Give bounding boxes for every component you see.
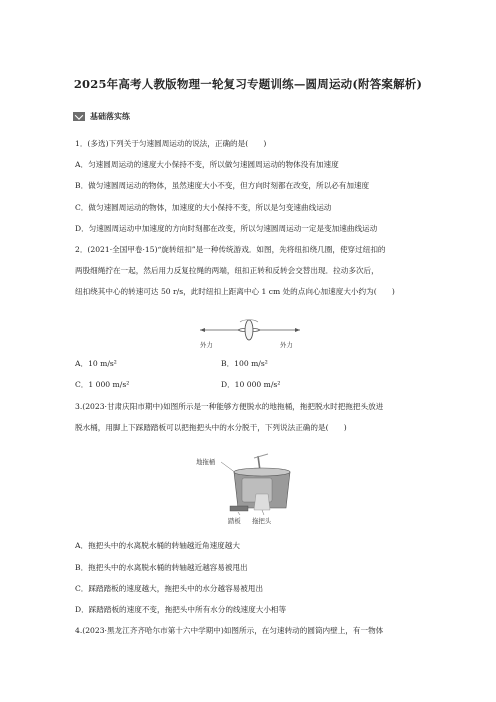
q2-line-3: 纽扣绕其中心的转速可达 50 r/s，此时纽扣上距离中心 1 cm 处的点向心加速度大小约为( ) — [75, 287, 395, 296]
q2-option-a: A．10 m/s² — [75, 359, 117, 368]
figure-label-right: 外力 — [280, 341, 293, 349]
q3-option-a: A．拖把头中的水离脱水桶的转轴越近角速度越大 — [75, 541, 240, 550]
q1-option-c: C．做匀速圆周运动的物体，加速度的大小保持不变，所以是匀变速曲线运动 — [75, 203, 332, 212]
q2-option-c: C．1 000 m/s² — [75, 380, 130, 389]
section-heading — [73, 111, 130, 122]
q1-option-a: A．匀速圆周运动的速度大小保持不变，所以做匀速圆周运动的物体没有加速度 — [75, 160, 339, 169]
figure-label-left: 外力 — [200, 341, 213, 349]
figure-label-pedal: 踏板 — [228, 517, 241, 525]
figure-label-mop-head: 拖把头 — [252, 517, 272, 525]
q3-line-2: 脱水桶，用脚上下踩踏踏板可以把拖把头中的水分脱干，下列说法正确的是( ) — [75, 423, 347, 432]
mop-bucket-figure — [194, 452, 304, 526]
q4-line-1: 4.(2023·黑龙江齐齐哈尔市第十六中学期中)如图所示，在匀速转动的圆筒内壁上，有一物体 — [75, 626, 384, 635]
q2-line-1: 2．(2021·全国甲卷·15)“旋转纽扣”是一种传统游戏．如图，先将纽扣绕几圈，使穿过纽扣的 — [75, 245, 386, 254]
q3-option-b: B．拖把头中的水离脱水桶的转轴越近越容易被甩出 — [75, 563, 248, 572]
q1-option-b: B．做匀速圆周运动的物体，虽然速度大小不变，但方向时刻都在改变，所以必有加速度 — [75, 181, 370, 190]
q3-line-1: 3.(2023·甘肃庆阳市期中)如图所示是一种能够方便脱水的地拖桶，拖把脱水时把拖把头放进 — [75, 402, 384, 411]
q3-option-d: D．踩踏踏板的速度不变，拖把头中所有水分的线速度大小相等 — [75, 605, 287, 614]
q3-option-c: C．踩踏踏板的速度越大，拖把头中的水分越容易被甩出 — [75, 584, 264, 593]
q1-option-d: D．匀速圆周运动中加速度的方向时刻都在改变，所以匀速圆周运动一定是变加速曲线运动 — [75, 224, 378, 233]
button-spin-figure — [196, 318, 306, 352]
q1-stem: 1．(多选)下列关于匀速圆周运动的说法，正确的是( ) — [75, 139, 267, 148]
q2-line-2: 两股细绳拧在一起，然后用力反复拉绳的两端，纽扣正转和反转会交替出现．拉动多次后， — [75, 266, 379, 275]
figure-label-bucket: 地拖桶 — [196, 458, 216, 466]
check-icon — [73, 112, 85, 121]
page-title: 2025年高考人教版物理一轮复习专题训练—圆周运动(附答案解析) — [73, 77, 423, 91]
section-label: 基础落实练 — [90, 112, 130, 121]
q2-option-b: B．100 m/s² — [221, 359, 268, 368]
q2-option-d: D．10 000 m/s² — [221, 380, 281, 389]
